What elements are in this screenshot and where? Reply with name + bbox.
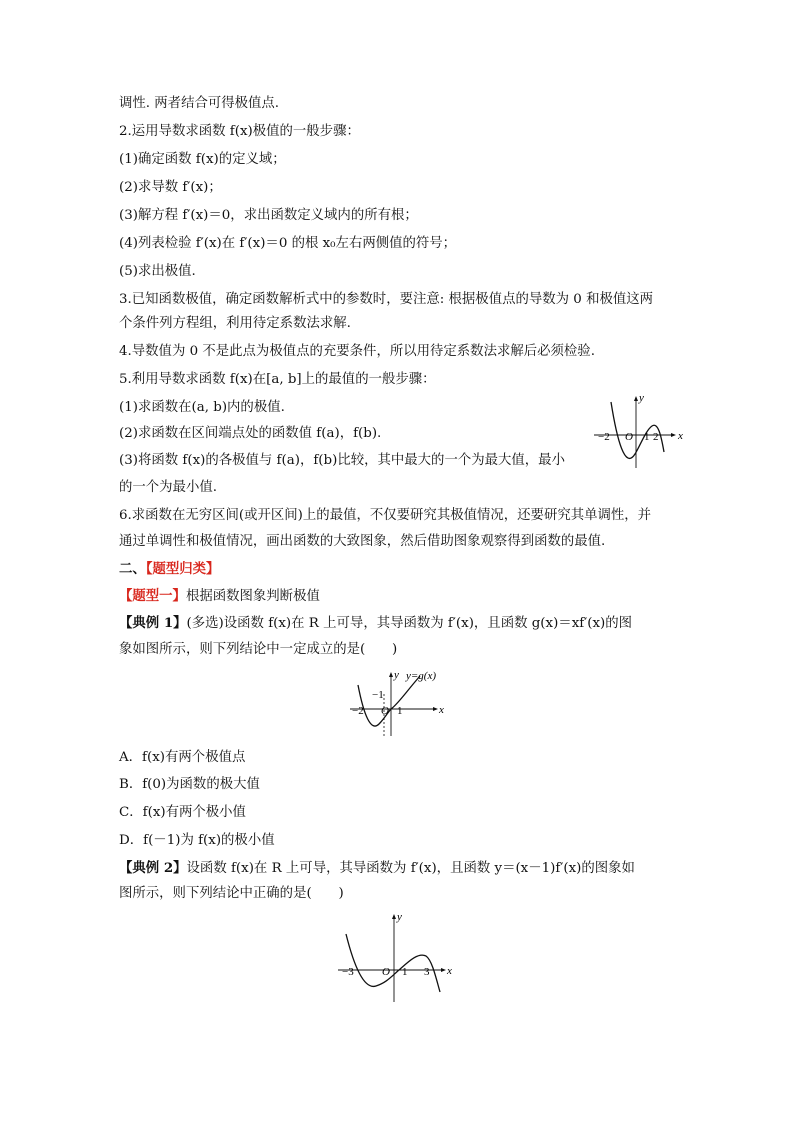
x-axis-label: x <box>447 965 452 977</box>
tick-label-2: 2 <box>653 431 659 443</box>
summary-line-0: 调性. 两者结合可得极值点. <box>119 96 280 111</box>
tick-label-1: 1 <box>644 431 650 443</box>
example1-option-d: D．f(－1)为 f(x)的极小值 <box>119 833 275 848</box>
figure-example2-svg <box>336 908 456 1004</box>
example1-option-c: C．f(x)有两个极小值 <box>119 805 246 820</box>
x-axis-arrow <box>671 433 676 437</box>
item3-line-2: 个条件列方程组，利用待定系数法求解. <box>119 316 351 331</box>
step2-title: 2.运用导数求函数 f(x)极值的一般步骤： <box>119 124 360 139</box>
example2-tag: 【典例 2】 <box>119 860 187 876</box>
y-axis-arrow <box>634 396 638 401</box>
tick-label-neg1: −1 <box>372 689 384 701</box>
step2-item-1: (1)确定函数 f(x)的定义域； <box>119 152 286 167</box>
figure-example1-svg <box>348 666 448 738</box>
tick-label-neg2: −2 <box>352 705 364 717</box>
step2-item-2: (2)求导数 f′(x)； <box>119 180 222 195</box>
item3-line-1: 3.已知函数极值，确定函数解析式中的参数时，要注意: 根据极值点的导数为 0 和极值这两 <box>119 292 654 307</box>
type1-tag: 【题型一】 <box>119 588 186 604</box>
item5-title: 5.利用导数求函数 f(x)在[a, b]上的最值的一般步骤： <box>119 372 436 387</box>
item4: 4.导数值为 0 不是此点为极值点的充要条件，所以用待定系数法求解后必须检验. <box>119 344 595 359</box>
function-curve <box>346 934 440 992</box>
y-axis-arrow <box>392 914 396 919</box>
step2-item-5: (5)求出极值. <box>119 264 196 279</box>
y-axis-label: y <box>639 392 644 404</box>
example1-line-2: 象如图所示，则下列结论中一定成立的是( ) <box>119 642 398 657</box>
tick-label-1: 1 <box>397 705 403 717</box>
item5-item-3: (3)将函数 f(x)的各极值与 f(a)，f(b)比较，其中最大的一个为最大值，最小 <box>119 453 565 468</box>
example2-text-1: 设函数 f(x)在 R 上可导，其导函数为 f′(x)，且函数 y＝(x－1)f′(x)的图象如 <box>186 861 635 876</box>
example1-option-a: A．f(x)有两个极值点 <box>119 750 246 765</box>
x-axis-label: x <box>678 430 683 442</box>
function-curve-g <box>358 676 420 726</box>
example1-option-b: B．f(0)为函数的极大值 <box>119 777 260 792</box>
type1-title: 根据函数图象判断极值 <box>185 589 320 604</box>
step2-item-4: (4)列表检验 f′(x)在 f′(x)＝0 的根 x₀左右两侧值的符号； <box>119 236 457 251</box>
step2-item-3: (3)解方程 f′(x)＝0，求出函数定义域内的所有根； <box>119 208 418 223</box>
tick-label-neg2: −2 <box>598 431 610 443</box>
item5-item-1: (1)求函数在(a, b)内的极值. <box>119 400 285 415</box>
curve-label: y=g(x) <box>406 670 437 682</box>
item5-item-4: 的一个为最小值. <box>119 480 217 495</box>
figure-example2-graph <box>336 908 456 1004</box>
figure-summary-graph <box>592 390 684 470</box>
origin-label: O <box>382 966 390 978</box>
x-axis-arrow <box>433 707 438 711</box>
x-axis-label: x <box>439 704 444 716</box>
tick-label-3: 3 <box>424 966 430 978</box>
x-axis-arrow <box>441 968 446 972</box>
figure-example1-graph <box>348 666 448 738</box>
item5-item-2: (2)求函数在区间端点处的函数值 f(a)，f(b). <box>119 426 382 441</box>
item6-line-1: 6.求函数在无穷区间(或开区间)上的最值，不仅要研究其极值情况，还要研究其单调性，并 <box>119 508 652 523</box>
y-axis-arrow <box>389 672 393 677</box>
section-heading <box>119 559 219 580</box>
y-axis-label: y <box>394 669 399 681</box>
example1-line-1 <box>119 613 632 634</box>
section-prefix: 二、 <box>119 561 146 577</box>
tick-label-neg3: −3 <box>342 966 354 978</box>
y-axis-label: y <box>397 911 402 923</box>
tick-label-1: 1 <box>402 966 408 978</box>
figure-summary-svg <box>592 390 684 470</box>
example2-line-2: 图所示，则下列结论中正确的是( ) <box>119 886 344 901</box>
item6-line-2: 通过单调性和极值情况，画出函数的大致图象，然后借助图象观察得到函数的最值. <box>119 534 606 549</box>
example2-line-1 <box>119 858 635 879</box>
origin-label: O <box>381 705 389 717</box>
origin-label: O <box>625 431 633 443</box>
type1-heading <box>119 586 320 607</box>
example1-text-1: (多选)设函数 f(x)在 R 上可导，其导函数为 f′(x)，且函数 g(x)＝xf′(x)的图 <box>186 616 633 631</box>
section-title: 【题型归类】 <box>145 561 220 577</box>
example1-tag: 【典例 1】 <box>119 615 187 631</box>
